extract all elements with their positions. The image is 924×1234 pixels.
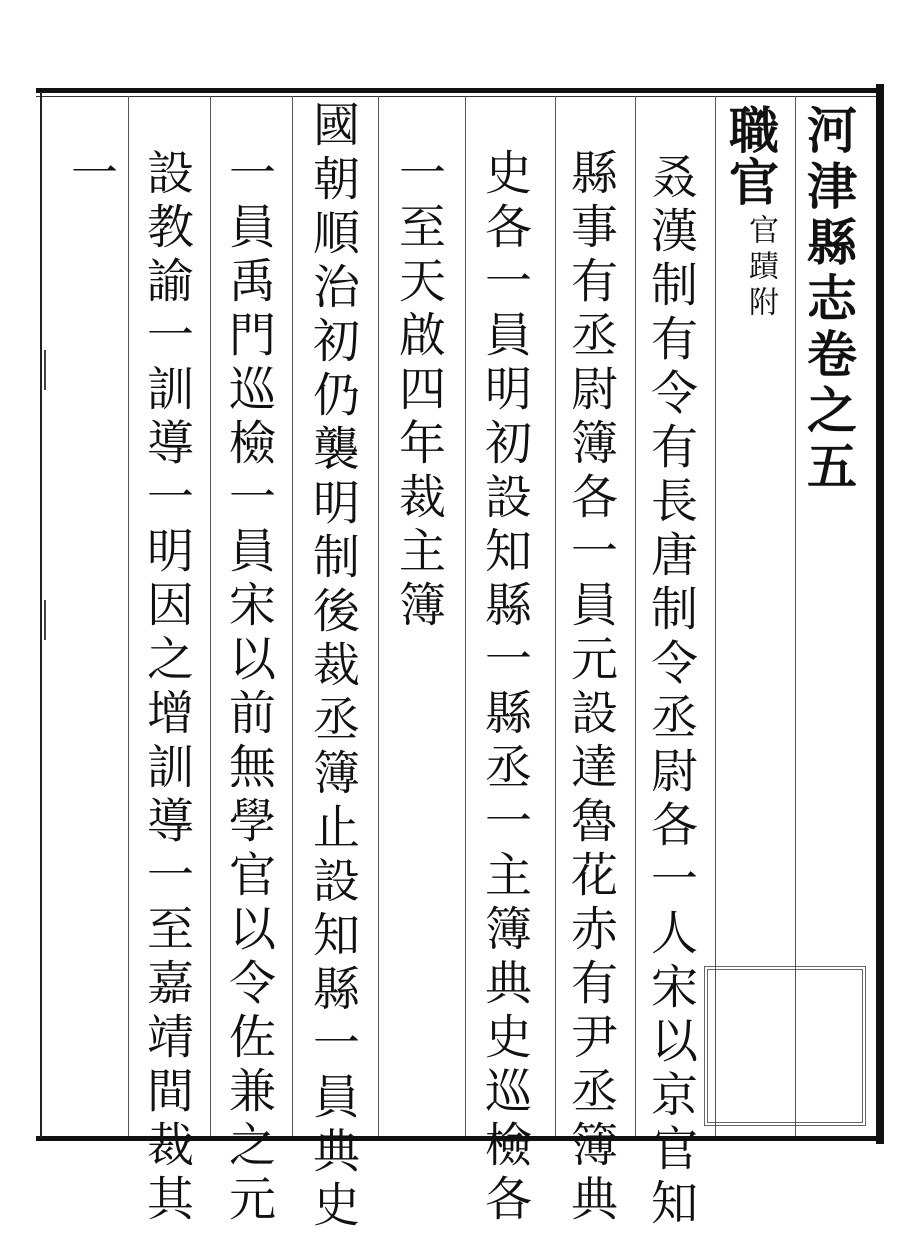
section-note: 官蹟附 [743,214,778,322]
column-divider [635,96,636,1136]
margin-mark [44,350,54,390]
left-frame-line [40,92,42,1138]
column-divider [292,96,293,1136]
column-divider [465,96,466,1136]
margin-mark [44,600,54,640]
text-column: 縣事有丞尉簿各一員元設達魯花赤有尹丞簿典 [563,148,618,1228]
text-column: 史各一員明初設知縣一縣丞一主簿典史巡檢各 [477,148,532,1228]
text-column: 一 [63,148,118,202]
column-divider [378,96,379,1136]
column-divider [128,96,129,1136]
column-divider [555,96,556,1136]
text-column: 設教諭一訓導一明因之增訓導一至嘉靖間裁其 [139,148,194,1228]
library-seal-stamp [704,966,866,1126]
text-column: 叒漢制有令有長唐制令丞尉各一人宋以京官知 [643,152,698,1232]
top-frame-line [36,88,884,93]
section-heading: 職官 [721,104,780,208]
volume-title: 河津縣志卷之五 [799,104,858,496]
text-column: 一至天啟四年裁主簿 [391,148,446,634]
column-divider [210,96,211,1136]
text-column: 一員禹門巡檢一員宋以前無學官以令佐兼之元 [221,148,276,1228]
right-frame-line [876,84,884,1144]
text-column: 國朝順治初仍襲明制後裁丞簿止設知縣一員典史 [305,100,360,1234]
top-inner-line [36,96,876,97]
